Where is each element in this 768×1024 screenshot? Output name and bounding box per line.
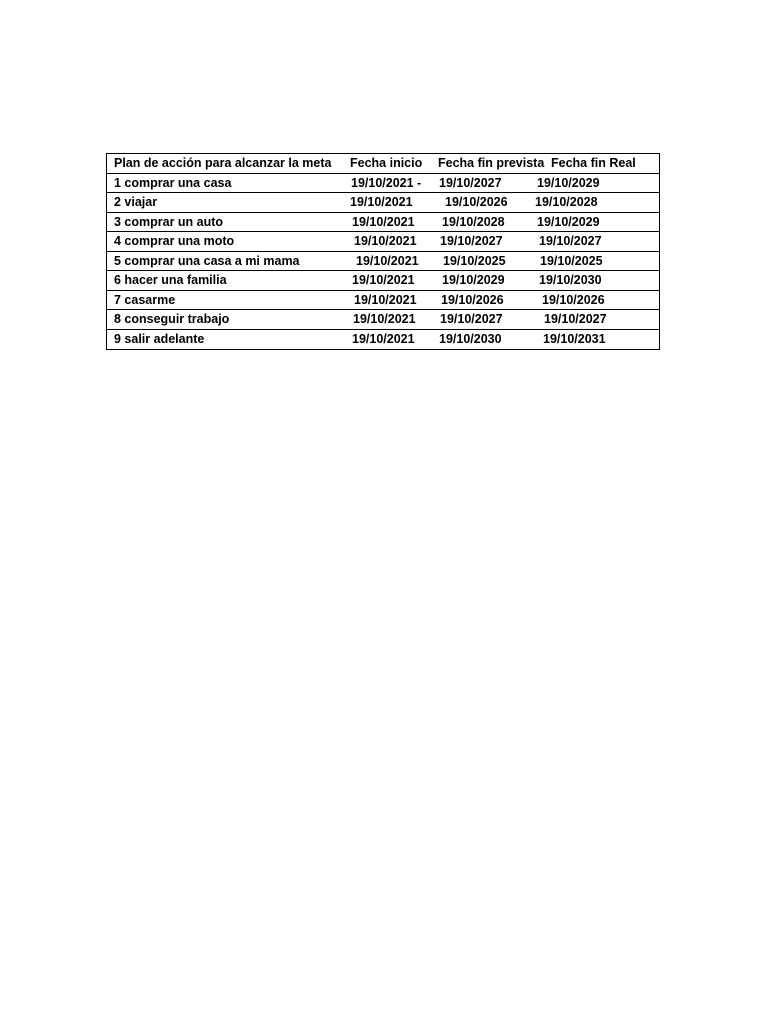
table-row [107, 232, 659, 252]
start-date-cell: 19/10/2021 [352, 273, 415, 287]
plan-cell: 6 hacer una familia [114, 273, 227, 287]
table-row [107, 213, 659, 233]
table-header-row [107, 154, 659, 174]
start-date-cell: 19/10/2021 [354, 292, 417, 307]
plan-cell: 2 viajar [114, 195, 158, 209]
planned-end-cell: 19/10/2027 [439, 175, 502, 190]
header-start-date: Fecha inicio [350, 156, 423, 170]
real-end-cell: 19/10/2030 [539, 273, 602, 287]
start-date-cell: 19/10/2021 [352, 214, 415, 229]
start-date-cell: 19/10/2021 [353, 312, 416, 326]
planned-end-cell: 19/10/2027 [440, 234, 503, 248]
real-end-cell: 19/10/2031 [543, 331, 606, 346]
real-end-cell: 19/10/2025 [540, 253, 603, 268]
plan-cell: 5 comprar una casa a mi mama [114, 253, 300, 268]
planned-end-cell: 19/10/2030 [439, 331, 502, 346]
header-planned-end-date: Fecha fin prevista [438, 156, 545, 170]
action-plan-table [106, 153, 660, 350]
planned-end-cell: 19/10/2026 [445, 195, 508, 209]
table-row [107, 291, 659, 311]
plan-cell: 8 conseguir trabajo [114, 312, 230, 326]
planned-end-cell: 19/10/2028 [442, 214, 505, 229]
plan-cell: 4 comprar una moto [114, 234, 235, 248]
start-date-cell: 19/10/2021 [352, 331, 415, 346]
real-end-cell: 19/10/2029 [537, 214, 600, 229]
real-end-cell: 19/10/2026 [542, 292, 605, 307]
table-row [107, 310, 659, 330]
planned-end-cell: 19/10/2029 [442, 273, 505, 287]
planned-end-cell: 19/10/2025 [443, 253, 506, 268]
real-end-cell: 19/10/2028 [535, 195, 598, 209]
plan-cell: 1 comprar una casa [114, 175, 232, 190]
table-row [107, 271, 659, 291]
header-real-end-date: Fecha fin Real [551, 156, 636, 170]
table-row [107, 193, 659, 213]
planned-end-cell: 19/10/2026 [441, 292, 504, 307]
planned-end-cell: 19/10/2027 [440, 312, 503, 326]
plan-cell: 3 comprar un auto [114, 214, 224, 229]
header-plan: Plan de acción para alcanzar la meta [114, 156, 332, 170]
start-date-cell: 19/10/2021 [356, 253, 419, 268]
plan-cell: 9 salir adelante [114, 331, 205, 346]
start-date-cell: 19/10/2021 [350, 195, 413, 209]
table-row [107, 330, 659, 350]
table-row [107, 252, 659, 272]
table-row [107, 174, 659, 194]
real-end-cell: 19/10/2029 [537, 175, 600, 190]
start-date-cell: 19/10/2021 - [351, 175, 422, 190]
real-end-cell: 19/10/2027 [544, 312, 607, 326]
plan-cell: 7 casarme [114, 292, 176, 307]
start-date-cell: 19/10/2021 [354, 234, 417, 248]
real-end-cell: 19/10/2027 [539, 234, 602, 248]
